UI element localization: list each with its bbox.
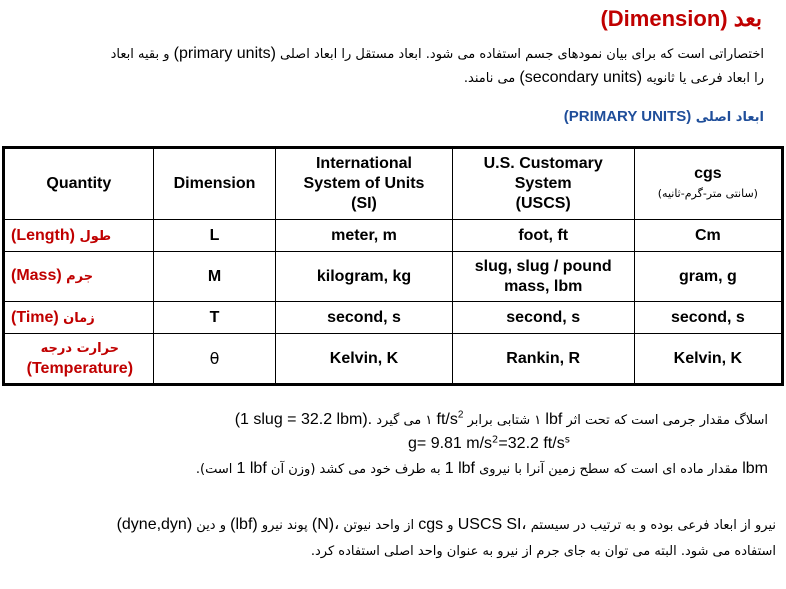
intro-line-2 <box>14 66 764 90</box>
slug-equation: (1 slug = 32.2 lbm). <box>234 411 373 428</box>
intro-text: اختصاراتی است که برای بیان نمودهای جسم استفاده می شود. ابعاد مستقل را ابعاد اصلی <box>280 47 764 62</box>
header-si-line: System of Units <box>303 175 425 192</box>
header-cgs-fa: (سانتی متر-گرم-ثانیه) <box>657 187 758 200</box>
cell-quantity <box>4 302 154 334</box>
note-unit: 1 lbf <box>236 460 267 477</box>
subtitle-en: (PRIMARY UNITS) <box>563 108 692 125</box>
note-text: است). <box>195 462 233 477</box>
subtitle-fa: ابعاد اصلی <box>695 110 764 125</box>
slug-line <box>108 408 768 432</box>
note-unit: USCS <box>457 516 503 533</box>
quantity-fa: طول <box>79 228 112 244</box>
gravity-eq-part: g= 9.81 m/s <box>408 435 493 452</box>
table-header-row <box>4 148 783 220</box>
note-text: از واحد نیوتن <box>343 518 415 533</box>
note-unit: 1 lbf <box>444 460 475 477</box>
page-title: بعد (Dimension) <box>600 6 762 31</box>
note-text: مقدار ماده ای است که سطح زمین آنرا با نیروی <box>479 462 739 477</box>
quantity-en: (Temperature) <box>26 359 134 377</box>
force-line-2: استفاده می شود. البته می توان به جای جرم از نیرو به عنوان واحد اصلی استفاده کرد. <box>310 544 776 559</box>
cell-cgs: Kelvin, K <box>634 334 782 385</box>
quantity-fa: جرم <box>66 269 94 284</box>
header-uscs <box>452 148 634 220</box>
cell-dimension: L <box>153 220 276 252</box>
header-cgs <box>634 148 782 220</box>
gravity-exp: 2 <box>492 434 499 446</box>
force-note <box>0 512 776 565</box>
uscs-line: mass, lbm <box>504 277 583 295</box>
intro-paragraph <box>14 42 764 90</box>
gravity-exp: s <box>564 434 570 446</box>
note-unit-base: ft/s <box>436 411 458 428</box>
gravity-line <box>108 432 768 456</box>
intro-term-secondary: (secondary units) <box>519 69 643 86</box>
quantity-en: (Mass) <box>11 267 62 284</box>
table-row <box>4 252 783 302</box>
intro-text: و بقیه ابعاد <box>110 47 170 62</box>
note-unit: lbf <box>545 411 563 428</box>
cell-uscs: Rankin, R <box>452 334 634 385</box>
note-text: و <box>447 518 454 533</box>
cell-si: Kelvin, K <box>276 334 452 385</box>
header-uscs-line: U.S. Customary <box>483 155 603 172</box>
cell-si: kilogram, kg <box>276 252 452 302</box>
header-dimension: Dimension <box>153 148 276 220</box>
quantity-en: (Time) <box>11 308 59 326</box>
intro-text: را ابعاد فرعی یا ثانویه <box>646 71 764 86</box>
header-si-line: (SI) <box>351 195 377 212</box>
force-line-1 <box>0 512 776 539</box>
cell-dimension: T <box>153 302 276 334</box>
intro-term-primary: (primary units) <box>173 45 276 62</box>
cell-uscs <box>452 252 634 302</box>
header-cgs-line: cgs <box>694 165 722 182</box>
cell-uscs: second, s <box>452 302 634 334</box>
note-unit: (dyne,dyn) <box>116 516 193 533</box>
note-text: ۱ شتابی برابر <box>467 413 542 428</box>
header-quantity: Quantity <box>4 148 154 220</box>
cell-si: second, s <box>276 302 452 334</box>
primary-units-table <box>2 146 784 386</box>
cell-uscs: foot, ft <box>452 220 634 252</box>
note-text: اسلاگ مقدار جرمی است که تحت اثر <box>566 413 768 428</box>
note-text: و دین <box>196 518 227 533</box>
lbm-definition <box>8 456 768 482</box>
note-text: به طرف خود می کشد (وزن آن <box>270 462 441 477</box>
cell-cgs: second, s <box>634 302 782 334</box>
note-unit: cgs <box>418 516 444 533</box>
cell-cgs: Cm <box>634 220 782 252</box>
quantity-fa: زمان <box>63 310 95 326</box>
cell-quantity <box>4 334 154 385</box>
header-si <box>276 148 452 220</box>
note-unit: SI، <box>506 516 527 533</box>
lbm-line <box>8 456 768 482</box>
note-unit: (N)، <box>311 516 340 533</box>
slug-definition <box>108 408 768 456</box>
cell-quantity <box>4 220 154 252</box>
quantity-fa: حرارت درجه <box>40 340 120 356</box>
uscs-line: slug, slug / pound <box>474 257 612 275</box>
header-si-line: International <box>315 155 412 172</box>
gravity-eq-part: =32.2 ft/s <box>498 435 565 452</box>
note-unit-exp: 2 <box>457 409 464 421</box>
table-row <box>4 334 783 385</box>
note-unit: lbm <box>742 460 768 477</box>
cell-dimension: θ <box>153 334 276 385</box>
cell-si: meter, m <box>276 220 452 252</box>
note-text: پوند نیرو <box>261 518 308 533</box>
note-unit: (lbf) <box>230 516 258 533</box>
cell-cgs: gram, g <box>634 252 782 302</box>
cell-quantity <box>4 252 154 302</box>
section-subtitle <box>564 108 764 125</box>
intro-line-1 <box>14 42 764 66</box>
intro-text: می نامند. <box>463 71 516 86</box>
note-text: ۱ می گیرد <box>376 413 433 428</box>
note-unit <box>437 411 464 428</box>
header-uscs-line: (USCS) <box>515 195 571 212</box>
note-text: نیرو از ابعاد فرعی بوده و به ترتیب در سیستم <box>530 518 776 533</box>
quantity-en: (Length) <box>11 226 75 244</box>
table-row <box>4 302 783 334</box>
table-row <box>4 220 783 252</box>
header-uscs-line: System <box>514 175 572 192</box>
cell-dimension: M <box>153 252 276 302</box>
